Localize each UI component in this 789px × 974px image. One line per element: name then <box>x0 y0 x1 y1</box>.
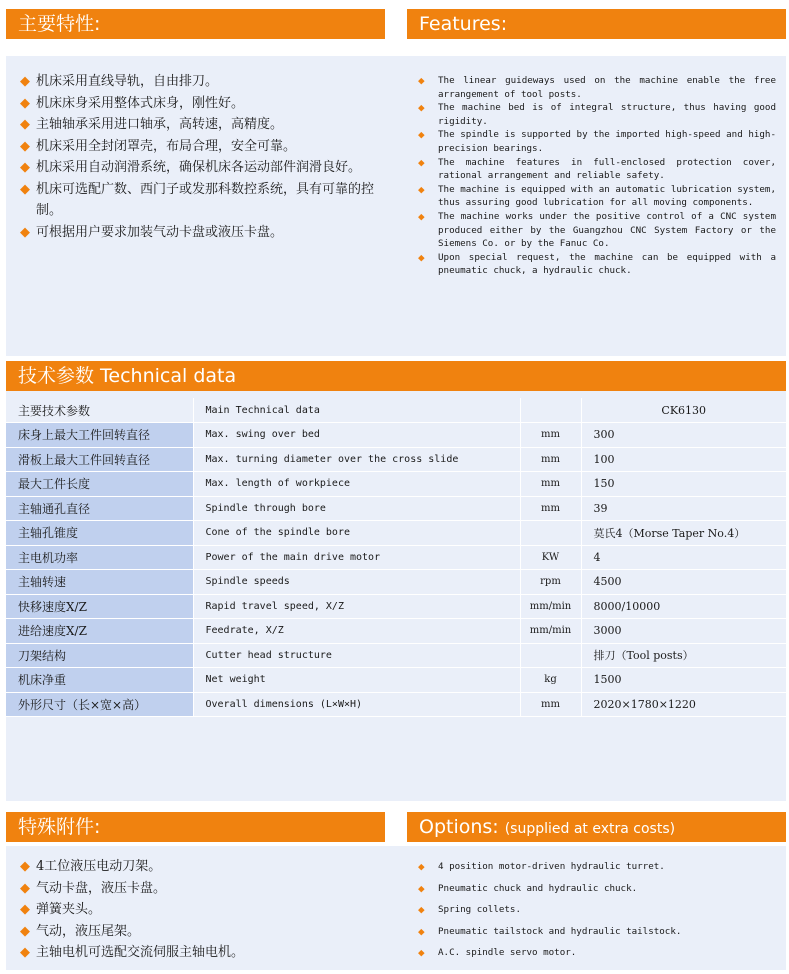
diamond-bullet-icon: ◆ <box>20 880 30 896</box>
list-item: ◆ 主轴电机可选配交流伺服主轴电机。 <box>20 942 385 964</box>
param-unit: mm <box>520 496 581 521</box>
features-cn-list <box>20 71 385 243</box>
list-item: ◆ Upon special request, the machine can be equipped with a pneumatic chuck, a hydraulic chuck. <box>418 250 776 277</box>
options-en-title: Options: <box>419 816 499 838</box>
list-item: ◆ 可根据用户要求加装气动卡盘或液压卡盘。 <box>20 222 385 244</box>
list-item: ◆ Pneumatic chuck and hydraulic chuck. <box>418 878 776 900</box>
list-item: ◆ 4 position motor-driven hydraulic turret. <box>418 856 776 878</box>
param-en: Max. swing over bed <box>193 423 520 448</box>
list-item: ◆ 机床床身采用整体式床身，刚性好。 <box>20 93 385 115</box>
param-en: Cutter head structure <box>193 643 520 668</box>
diamond-bullet-icon: ◆ <box>20 160 30 175</box>
accessories-cn-title: 特殊附件: <box>18 816 101 838</box>
accessories-cn-header <box>6 812 385 842</box>
options-en-subtitle: (supplied at extra costs) <box>504 821 676 837</box>
param-cn: 刀架结构 <box>6 643 193 668</box>
param-value: 4500 <box>581 570 786 595</box>
param-value: 1500 <box>581 668 786 693</box>
diamond-bullet-icon: ◆ <box>418 250 425 264</box>
param-en: Max. length of workpiece <box>193 472 520 497</box>
param-unit: rpm <box>520 570 581 595</box>
features-en-list <box>418 74 776 278</box>
list-item: ◆ 弹簧夹头。 <box>20 899 385 921</box>
param-en: Spindle speeds <box>193 570 520 595</box>
param-en: Cone of the spindle bore <box>193 521 520 546</box>
param-en: Feedrate, X/Z <box>193 619 520 644</box>
table-row <box>6 521 786 546</box>
diamond-bullet-icon: ◆ <box>20 181 30 197</box>
param-cn: 机床净重 <box>6 668 193 693</box>
param-unit: mm/min <box>520 619 581 644</box>
header-en: Main Technical data <box>193 398 520 423</box>
param-value: 8000/10000 <box>581 594 786 619</box>
diamond-bullet-icon: ◆ <box>418 128 425 142</box>
param-value: 莫氏4（Morse Taper No.4） <box>581 521 786 546</box>
table-row <box>6 668 786 693</box>
list-item: ◆ 机床采用直线导轨，自由排刀。 <box>20 71 385 93</box>
list-item: ◆ Spring collets. <box>418 899 776 921</box>
diamond-bullet-icon: ◆ <box>20 138 30 154</box>
table-row <box>6 447 786 472</box>
param-en: Spindle through bore <box>193 496 520 521</box>
tech-table <box>6 398 786 717</box>
diamond-bullet-icon: ◆ <box>418 946 425 959</box>
diamond-bullet-icon: ◆ <box>418 903 425 916</box>
options-en-header <box>407 812 786 842</box>
list-item: ◆ 主轴轴承采用进口轴承，高转速，高精度。 <box>20 114 385 136</box>
param-cn: 最大工件长度 <box>6 472 193 497</box>
options-en-list <box>418 856 776 964</box>
param-unit: kg <box>520 668 581 693</box>
diamond-bullet-icon: ◆ <box>20 95 30 111</box>
diamond-bullet-icon: ◆ <box>418 881 425 895</box>
diamond-bullet-icon: ◆ <box>418 155 425 169</box>
table-header-row <box>6 398 786 423</box>
param-value: 2020×1780×1220 <box>581 692 786 717</box>
param-unit: KW <box>520 545 581 570</box>
param-cn: 主轴孔锥度 <box>6 521 193 546</box>
table-row <box>6 619 786 644</box>
list-item: ◆ The machine is equipped with an automatic lubrication system, thus assuring good lubrication for all moving components. <box>418 182 776 209</box>
param-cn: 主电机功率 <box>6 545 193 570</box>
list-item: ◆ 机床采用全封闭罩壳，布局合理，安全可靠。 <box>20 136 385 158</box>
list-item: ◆ 气动卡盘，液压卡盘。 <box>20 878 385 900</box>
param-value: 100 <box>581 447 786 472</box>
param-cn: 外形尺寸（长×宽×高） <box>6 692 193 717</box>
param-value: 150 <box>581 472 786 497</box>
table-row <box>6 692 786 717</box>
param-cn: 主轴转速 <box>6 570 193 595</box>
table-row <box>6 545 786 570</box>
diamond-bullet-icon: ◆ <box>20 902 30 917</box>
diamond-bullet-icon: ◆ <box>20 117 30 132</box>
table-row <box>6 643 786 668</box>
param-value: 300 <box>581 423 786 448</box>
list-item: ◆ The machine works under the positive control of a CNC system produced either by the Guangzhou CNC System Factory or the Siemens Co. or by the Fanuc Co. <box>418 209 776 250</box>
header-unit <box>520 398 581 423</box>
param-en: Overall dimensions (L×W×H) <box>193 692 520 717</box>
diamond-bullet-icon: ◆ <box>20 945 30 960</box>
param-value: 4 <box>581 545 786 570</box>
diamond-bullet-icon: ◆ <box>20 859 30 874</box>
param-value: 3000 <box>581 619 786 644</box>
param-value: 排刀（Tool posts） <box>581 643 786 668</box>
features-en-title: Features: <box>419 13 508 35</box>
param-unit: mm <box>520 472 581 497</box>
features-cn-header <box>6 9 385 39</box>
param-en: Power of the main drive motor <box>193 545 520 570</box>
diamond-bullet-icon: ◆ <box>418 924 425 938</box>
list-item: ◆ A.C. spindle servo motor. <box>418 942 776 964</box>
list-item: ◆ 机床采用自动润滑系统，确保机床各运动部件润滑良好。 <box>20 157 385 179</box>
diamond-bullet-icon: ◆ <box>418 182 425 196</box>
table-row <box>6 570 786 595</box>
accessories-cn-list <box>20 856 385 964</box>
features-cn-title: 主要特性: <box>18 13 101 35</box>
header-model: CK6130 <box>581 398 786 423</box>
diamond-bullet-icon: ◆ <box>20 923 30 939</box>
diamond-bullet-icon: ◆ <box>20 224 30 240</box>
param-unit <box>520 643 581 668</box>
param-cn: 滑板上最大工件回转直径 <box>6 447 193 472</box>
list-item: ◆ The machine bed is of integral structure, thus having good rigidity. <box>418 101 776 127</box>
param-cn: 进给速度X/Z <box>6 619 193 644</box>
list-item: ◆ Pneumatic tailstock and hydraulic tailstock. <box>418 921 776 943</box>
header-cn: 主要技术参数 <box>6 398 193 423</box>
list-item: ◆ 气动，液压尾架。 <box>20 921 385 943</box>
param-en: Rapid travel speed, X/Z <box>193 594 520 619</box>
features-en-header <box>407 9 786 39</box>
list-item: ◆ The linear guideways used on the machine enable the free arrangement of tool posts. <box>418 74 776 100</box>
list-item: ◆ 4工位液压电动刀架。 <box>20 856 385 878</box>
table-row <box>6 423 786 448</box>
param-value: 39 <box>581 496 786 521</box>
param-unit: mm/min <box>520 594 581 619</box>
param-unit: mm <box>520 692 581 717</box>
param-unit: mm <box>520 447 581 472</box>
param-unit: mm <box>520 423 581 448</box>
diamond-bullet-icon: ◆ <box>418 101 425 115</box>
list-item: ◆ The spindle is supported by the imported high-speed and high-precision bearings. <box>418 128 776 154</box>
diamond-bullet-icon: ◆ <box>418 209 425 223</box>
table-row <box>6 472 786 497</box>
param-cn: 主轴通孔直径 <box>6 496 193 521</box>
list-item: ◆ 机床可选配广数、西门子或发那科数控系统，具有可靠的控制。 <box>20 179 385 222</box>
param-en: Net weight <box>193 668 520 693</box>
diamond-bullet-icon: ◆ <box>418 74 425 87</box>
diamond-bullet-icon: ◆ <box>418 860 425 873</box>
tech-title: 技术参数 Technical data <box>18 365 237 387</box>
param-en: Max. turning diameter over the cross slide <box>193 447 520 472</box>
table-row <box>6 594 786 619</box>
tech-header <box>6 361 786 391</box>
param-cn: 床身上最大工件回转直径 <box>6 423 193 448</box>
table-row <box>6 496 786 521</box>
diamond-bullet-icon: ◆ <box>20 74 30 89</box>
list-item: ◆ The machine features in full-enclosed protection cover, rational arrangement and reliable safety. <box>418 155 776 182</box>
param-unit <box>520 521 581 546</box>
param-cn: 快移速度X/Z <box>6 594 193 619</box>
